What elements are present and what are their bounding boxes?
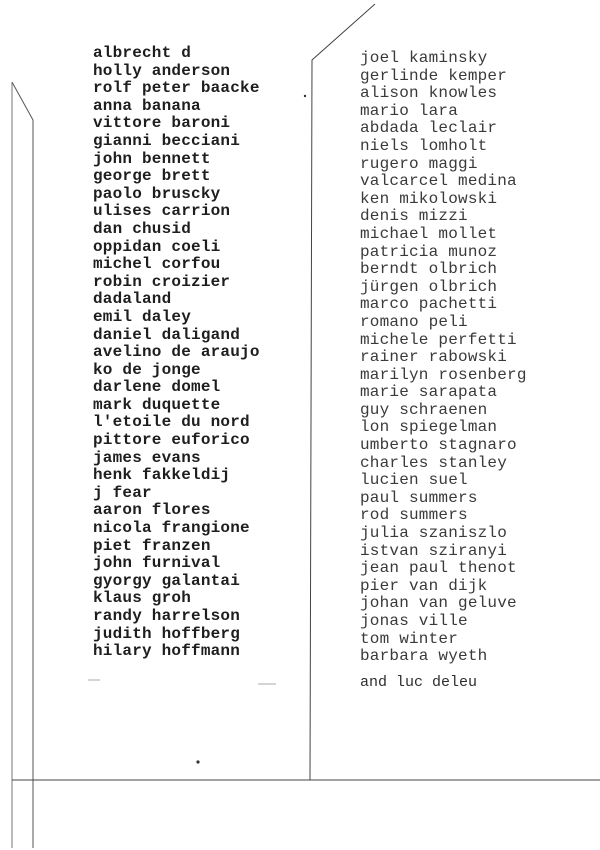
list-item: romano peli [360, 312, 468, 331]
list-item: l'etoile du nord [93, 413, 250, 432]
list-item: mark duquette [93, 395, 221, 414]
list-item: avelino de araujo [93, 343, 260, 362]
list-item: charles stanley [360, 453, 508, 472]
list-item: marilyn rosenberg [360, 365, 527, 384]
list-item: jürgen olbrich [360, 277, 498, 296]
list-item: hilary hoffmann [93, 642, 241, 661]
list-item: gerlinde kemper [360, 66, 508, 85]
list-item: klaus groh [93, 589, 192, 608]
list-item: istvan sziranyi [360, 541, 508, 560]
list-item: dadaland [93, 290, 172, 309]
list-item: michael mollet [360, 224, 498, 243]
left-border-line [12, 82, 33, 848]
list-item: abdada leclair [360, 119, 498, 138]
list-item: alison knowles [360, 84, 498, 103]
list-item: robin croizier [93, 272, 231, 291]
list-item: daniel daligand [93, 325, 241, 344]
list-item: marie sarapata [360, 383, 498, 402]
list-item: randy harrelson [93, 607, 241, 625]
list-item: piet franzen [93, 536, 211, 555]
list-item: julia szaniszlo [360, 524, 508, 543]
list-item: lon spiegelman [360, 418, 498, 437]
list-item: rod summers [360, 506, 468, 525]
list-item: darlene domel [93, 378, 221, 397]
list-item: pittore euforico [93, 431, 250, 450]
list-item: john furnival [93, 554, 221, 573]
list-item: ulises carrion [93, 202, 231, 221]
list-item: nicola frangione [93, 519, 250, 538]
ink-speck [304, 95, 306, 97]
list-item: gyorgy galantai [93, 571, 241, 590]
list-item: paul summers [360, 488, 478, 507]
list-item: vittore baroni [93, 114, 231, 133]
right-name-list [360, 50, 527, 666]
list-item: guy schraenen [360, 400, 488, 419]
list-item: albrecht d [93, 44, 192, 62]
left-name-list [93, 45, 260, 661]
list-item: j fear [93, 483, 152, 502]
ink-speck [196, 760, 199, 763]
list-item: rugero maggi [360, 154, 478, 173]
list-item: patricia munoz [360, 242, 498, 261]
list-item: ken mikolowski [360, 189, 498, 208]
list-item: johan van geluve [360, 594, 517, 613]
list-item: barbara wyeth [360, 647, 488, 666]
list-item: george brett [93, 167, 211, 186]
closing-note: and luc deleu [360, 674, 478, 691]
list-item: oppidan coeli [93, 237, 221, 256]
list-item: rolf peter baacke [93, 79, 260, 98]
list-item: niels lomholt [360, 136, 488, 155]
list-item: judith hoffberg [93, 624, 241, 643]
list-item: lucien suel [360, 471, 468, 490]
list-item: holly anderson [93, 61, 231, 80]
list-item: emil daley [93, 307, 192, 326]
list-item: umberto stagnaro [360, 436, 517, 455]
list-item: dan chusid [93, 219, 192, 238]
list-item: paolo bruscky [93, 184, 221, 203]
list-item: anna banana [93, 96, 201, 115]
list-item: john bennett [93, 149, 211, 168]
list-item: valcarcel medina [360, 172, 517, 191]
list-item: james evans [93, 448, 201, 467]
list-item: denis mizzi [360, 207, 468, 226]
list-item: mario lara [360, 101, 459, 120]
list-item: tom winter [360, 629, 459, 648]
list-item: pier van dijk [360, 576, 488, 595]
list-item: joel kaminsky [360, 49, 488, 67]
list-item: jonas ville [360, 612, 468, 630]
list-item: henk fakkeldij [93, 466, 231, 485]
list-item: aaron flores [93, 501, 211, 520]
list-item: michele perfetti [360, 330, 517, 349]
list-item: jean paul thenot [360, 559, 517, 578]
list-item: michel corfou [93, 255, 221, 274]
list-item: marco pachetti [360, 295, 498, 314]
list-item: ko de jonge [93, 360, 201, 379]
list-item: rainer rabowski [360, 348, 508, 367]
list-item: gianni becciani [93, 131, 241, 150]
list-item: berndt olbrich [360, 260, 498, 279]
